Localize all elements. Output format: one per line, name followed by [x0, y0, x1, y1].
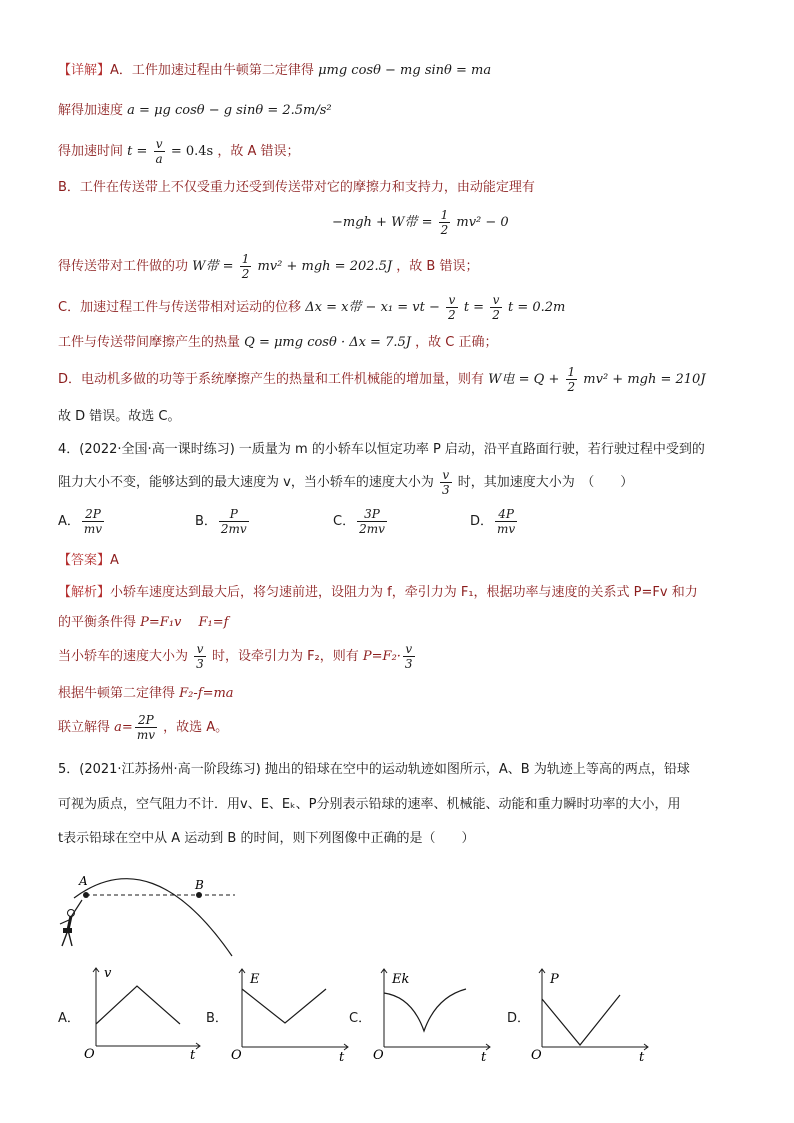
q5-option-a-label[interactable]: A． [58, 1011, 80, 1026]
detail-tag: 【详解】 [58, 63, 111, 78]
point-b-label: B [195, 878, 204, 892]
solution-line-d: D．电动机多做的功等于系统摩擦产生的热量和工件机械能的增加量，则有 W电 = Q + $\frac{1}{2}$ mv² + mgh = 210J [58, 365, 706, 394]
q4-option-d[interactable]: D． $\frac{4P}{mv}$ [470, 507, 516, 536]
q5-option-b-label[interactable]: B． [206, 1011, 228, 1026]
graph-d-curve [542, 995, 620, 1045]
point-a-label: A [79, 874, 88, 888]
q4-analysis-line2: 的平衡条件得 P=F₁v F₁=f [58, 615, 229, 630]
graph-b-origin: O [231, 1048, 242, 1063]
q4-stem-line2: 阻力大小不变，能够达到的最大速度为 v，当小轿车的速度大小为 $\frac{v}{3}$ 时，其加速度大小为 （ ） [58, 468, 634, 497]
graph-a-xlabel: t [190, 1048, 196, 1062]
thrower-figure [60, 900, 82, 946]
trajectory-curve [74, 879, 232, 956]
q5-stem-line1: 5．(2021·江苏扬州·高一阶段练习) 抛出的铅球在空中的运动轨迹如图所示，A、B 为轨迹上等高的两点，铅球 [58, 762, 690, 777]
graph-a-velocity[interactable] [82, 962, 207, 1062]
q4-analysis-line4: 根据牛顿第二定律得 F₂-f=ma [58, 686, 234, 701]
q4-option-c[interactable]: C． $\frac{3P}{2mv}$ [333, 507, 385, 536]
graph-a-curve [96, 986, 180, 1024]
graph-c-ylabel: Ek [392, 972, 410, 987]
kinetic-energy-theorem: −mgh + W带 = $\frac{1}{2}$ mv² − 0 [332, 208, 509, 237]
graph-a-origin: O [84, 1047, 95, 1062]
q4-stem-line1: 4．(2022·全国·高一课时练习) 一质量为 m 的小轿车以恒定功率 P 启动，沿平直路面行驶，若行驶过程中受到的 [58, 442, 705, 457]
accel-equation: a = μg cosθ − g sinθ = 2.5m/s² [127, 103, 332, 118]
q5-stem-line3: t表示铅球在空中从 A 运动到 B 的时间，则下列图像中正确的是（ ） [58, 831, 475, 846]
graph-a-ylabel: v [104, 966, 112, 981]
q4-analysis-line1: 【解析】小轿车速度达到最大后，将匀速前进，设阻力为 f，牵引力为 F₁，根据功率与速度的关系式 P=Fv 和力 [58, 585, 698, 600]
solution-line-time: 得加速时间 t = $\frac{v}{a}$ = 0.4s ，故 A 错误； [58, 137, 300, 166]
q5-stem-line2: 可视为质点，空气阻力不计．用v、E、Eₖ、P分别表示铅球的速率、机械能、动能和重力瞬时功率的大小，用 [58, 797, 681, 812]
q5-option-c-label[interactable]: C． [349, 1011, 372, 1026]
graph-c-xlabel: t [481, 1050, 487, 1065]
solution-line-c: C．加速过程工件与传送带相对运动的位移 Δx = x带 − x₁ = vt − $\frac{v}{2}$ t = $\frac{v}{2}$ t = 0.2m [58, 293, 566, 322]
q4-option-a[interactable]: A． $\frac{2P}{mv}$ [58, 507, 103, 536]
graph-c-curve [384, 989, 466, 1031]
solution-line-a: 【详解】A．工件加速过程由牛顿第二定律得 μmg cosθ − mg sinθ = ma [58, 63, 492, 78]
graph-b-ylabel: E [250, 972, 260, 987]
solution-conclusion: 故 D 错误。故选 C。 [58, 409, 181, 424]
point-b-dot [196, 892, 202, 898]
graph-c-kinetic-energy[interactable] [372, 965, 497, 1065]
graph-b-energy[interactable] [230, 965, 355, 1065]
graph-d-origin: O [531, 1048, 542, 1063]
graph-b-curve [242, 989, 326, 1023]
graph-b-xlabel: t [339, 1050, 345, 1065]
time-fraction: $\frac{v}{a}$ [155, 137, 163, 166]
solution-line-accel: 解得加速度 a = μg cosθ − g sinθ = 2.5m/s² [58, 103, 332, 118]
q4-analysis-line3: 当小轿车的速度大小为 $\frac{v}{3}$ 时，设牵引力为 F₂，则有 P=F₂· $\frac{v}{3}$ [58, 642, 413, 671]
q5-option-d-label[interactable]: D． [507, 1011, 531, 1026]
q4-answer: 【答案】A [58, 553, 119, 568]
point-a-dot [83, 892, 89, 898]
newton-equation: μmg cosθ − mg sinθ = ma [318, 63, 492, 78]
graph-d-xlabel: t [639, 1050, 645, 1065]
solution-line-work: 得传送带对工件做的功 W带 = $\frac{1}{2}$ mv² + mgh = 202.5J ，故 B 错误； [58, 252, 479, 281]
q4-option-b[interactable]: B． $\frac{P}{2mv}$ [195, 507, 247, 536]
trajectory-figure [52, 868, 242, 960]
graph-c-origin: O [373, 1048, 384, 1063]
solution-line-heat: 工件与传送带间摩擦产生的热量 Q = μmg cosθ · Δx = 7.5J ，故 C 正确； [58, 335, 498, 350]
solution-line-b: B．工件在传送带上不仅受重力还受到传送带对它的摩擦力和支持力，由动能定理有 [58, 180, 535, 195]
q4-analysis-line5: 联立解得 a= $\frac{2P}{mv}$ ，故选 A。 [58, 713, 229, 742]
graph-d-power[interactable] [530, 965, 655, 1065]
graph-d-ylabel: P [550, 972, 559, 987]
